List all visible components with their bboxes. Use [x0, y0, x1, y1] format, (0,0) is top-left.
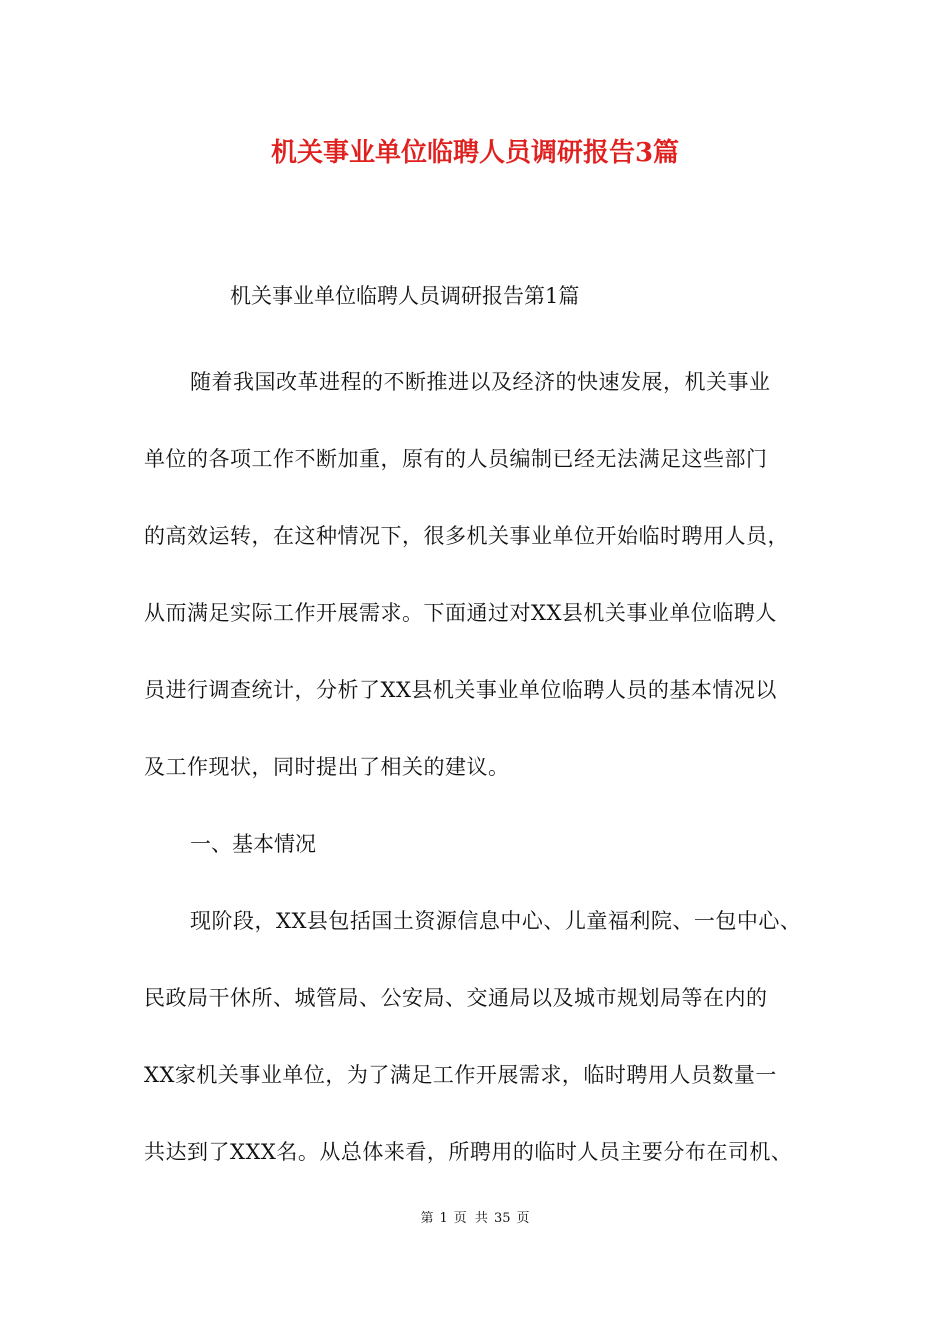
text-line: 民政局干休所、城管局、公安局、交通局以及城市规划局等在内的: [144, 986, 768, 1010]
document-body: [144, 344, 816, 1191]
paragraph-basic-situation: [144, 883, 816, 1191]
text-line: 单位的各项工作不断加重，原有的人员编制已经无法满足这些部门: [144, 447, 768, 471]
page-footer: [0, 1207, 950, 1226]
text-line: 随着我国改革进程的不断推进以及经济的快速发展，机关事业: [190, 370, 771, 394]
text-line: 及工作现状，同时提出了相关的建议。: [144, 755, 510, 779]
text-line: XX家机关事业单位，为了满足工作开展需求，临时聘用人员数量一: [144, 1063, 777, 1087]
footer-suffix: 页: [516, 1211, 530, 1226]
footer-middle: 页 共: [453, 1211, 488, 1226]
section-heading: 一、基本情况: [190, 832, 316, 856]
text-line: 共达到了XXX名。从总体来看，所聘用的临时人员主要分布在司机、: [144, 1140, 793, 1164]
text-line: 现阶段，XX县包括国土资源信息中心、儿童福利院、一包中心、: [190, 909, 802, 933]
text-line: 的高效运转，在这种情况下，很多机关事业单位开始临时聘用人员，: [144, 524, 789, 548]
text-line: 员进行调查统计，分析了XX县机关事业单位临聘人员的基本情况以: [144, 678, 777, 702]
document-title: 机关事业单位临聘人员调研报告3篇: [270, 138, 680, 168]
document-subtitle: 机关事业单位临聘人员调研报告第1篇: [230, 284, 580, 308]
footer-total-pages: 35: [493, 1211, 511, 1226]
text-line: 从而满足实际工作开展需求。下面通过对XX县机关事业单位临聘人: [144, 601, 777, 625]
footer-current-page: 1: [439, 1211, 448, 1226]
paragraph-intro: [144, 344, 816, 806]
footer-prefix: 第: [420, 1211, 434, 1226]
